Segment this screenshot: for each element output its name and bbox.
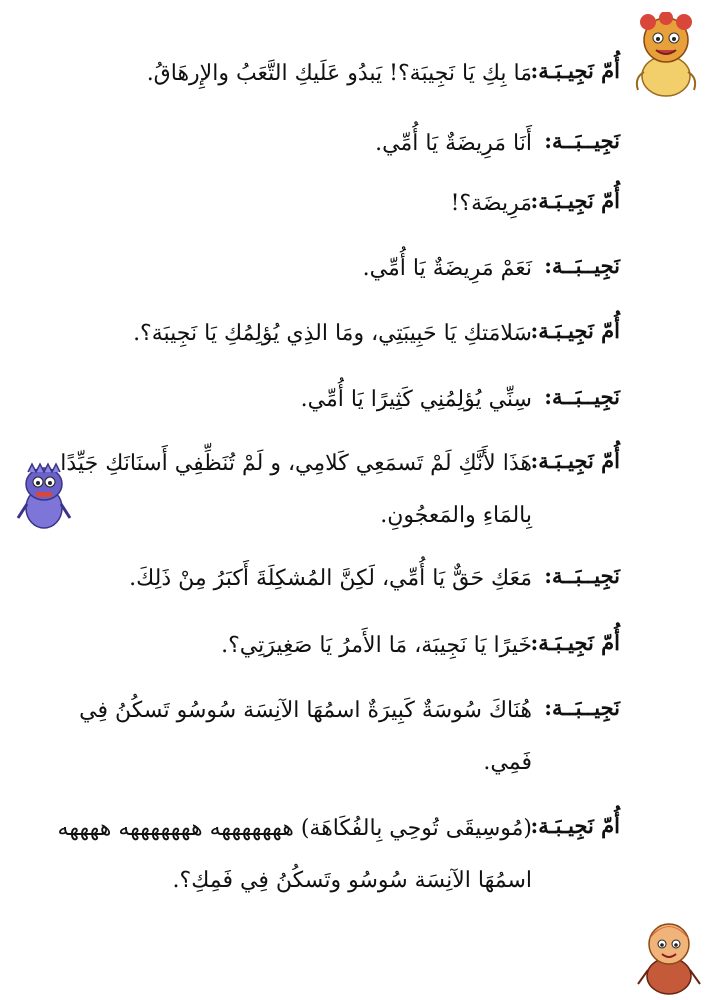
dialogue-text: مَا بِكِ يَا نَجِيبَة؟! يَبدُو عَلَيكِ التَّعَبُ والإِرهَاقُ.	[146, 61, 532, 86]
dialogue-text: مَعَكِ حَقٌّ يَا أُمِّي، لَكِنَّ المُشكِلَةَ أَكبَرُ مِنْ ذَلِكَ.	[129, 566, 532, 591]
dialogue-text: بِالمَاءِ والمَعجُونِ.	[380, 503, 532, 528]
dialogue-text: نَعَمْ مَرِيضَةٌ يَا أُمِّي.	[362, 256, 532, 281]
dialogue-text: خَيرًا يَا نَجِيبَة، مَا الأَمرُ يَا صَغِيرَتِي؟.	[221, 633, 532, 658]
speaker-label: أُمّ نَجِيـبَـة:	[530, 448, 620, 473]
speaker-label: نَجِيــبَــة:	[544, 563, 620, 588]
speaker-label: أُمّ نَجِيـبَـة:	[530, 630, 620, 655]
dialogue-text: هُنَاكَ سُوسَةٌ كَبِيرَةٌ اسمُهَا الآنِسَة سُوسُو تَسكُنُ فِي	[79, 698, 532, 723]
dialogue-text: سِنِّي يُؤلِمُنِي كَثِيرًا يَا أُمِّي.	[300, 387, 532, 412]
tooth-monster-icon	[14, 462, 74, 532]
speaker-label: أُمّ نَجِيـبَـة:	[530, 188, 620, 213]
dialogue-text: اسمُهَا الآنِسَة سُوسُو وتَسكُنُ فِي فَمِكِ؟.	[172, 868, 532, 893]
dialogue-text: (مُوسِيقَى تُوحِي بِالفُكَاهَة) هههههههه هههههههه ههههه	[57, 816, 532, 841]
speaker-label: نَجِيــبَــة:	[544, 384, 620, 409]
speaker-label: أُمّ نَجِيـبَـة:	[530, 318, 620, 343]
speaker-label: أُمّ نَجِيـبَـة:	[530, 58, 620, 83]
dialogue-text: مَرِيضَة؟!	[450, 191, 532, 216]
dialogue-text: فَمِي.	[483, 750, 532, 775]
speaker-label: نَجِيــبَــة:	[544, 128, 620, 153]
dialogue-text: سَلامَتكِ يَا حَبِيبَتِي، ومَا الذِي يُؤلِمُكِ يَا نَجِيبَة؟.	[133, 321, 532, 346]
dialogue-text: هَذَا لأَنَّكِ لَمْ تَسمَعِي كَلامِي، و لَمْ تُنَظِّفِي أَسنَانَكِ جَيِّدًا	[60, 451, 532, 476]
girl-puppet-icon	[636, 918, 702, 996]
speaker-label: نَجِيــبَــة:	[544, 695, 620, 720]
speaker-label: نَجِيــبَــة:	[544, 253, 620, 278]
speaker-label: أُمّ نَجِيـبَـة:	[530, 813, 620, 838]
dialogue-text: أَنَا مَرِيضَةٌ يَا أُمِّي.	[375, 131, 532, 156]
mother-puppet-icon	[630, 12, 702, 98]
